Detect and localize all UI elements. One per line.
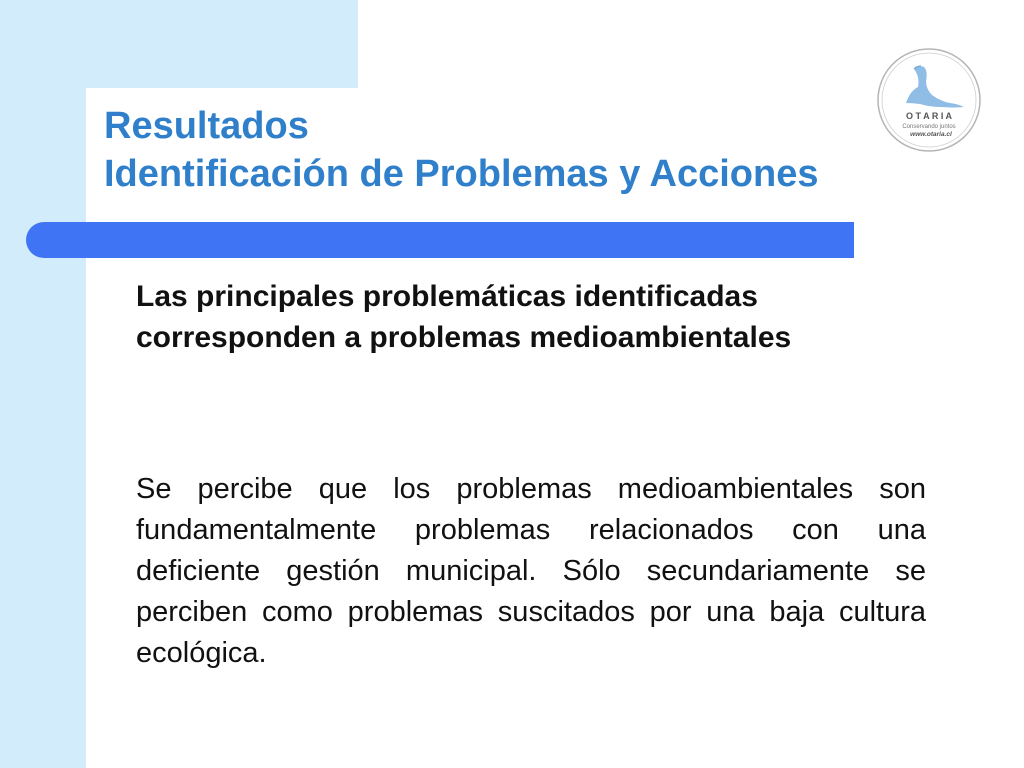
lead-paragraph: Las principales problemáticas identificadas corresponden a problemas medioambientales bbox=[136, 280, 792, 354]
logo-tagline: Conservando juntos bbox=[902, 124, 956, 130]
top-panel bbox=[0, 0, 358, 88]
side-panel bbox=[0, 0, 86, 768]
logo-name: O T A R I A bbox=[906, 111, 952, 121]
subtitle-text: Identificación de Problemas y Acciones bbox=[104, 153, 819, 195]
title-text: Resultados bbox=[104, 105, 309, 147]
slide-title bbox=[104, 102, 819, 198]
logo-url: www.otaria.cl bbox=[910, 131, 952, 138]
otaria-logo bbox=[876, 47, 982, 153]
body-paragraph: Se percibe que los problemas medioambientales son fundamentalmente problemas relacionados con una deficiente gestión municipal. Sólo secundariamente se perciben como problemas suscitados por una baja cultura ecológica. bbox=[136, 473, 926, 669]
accent-bar bbox=[26, 222, 854, 258]
